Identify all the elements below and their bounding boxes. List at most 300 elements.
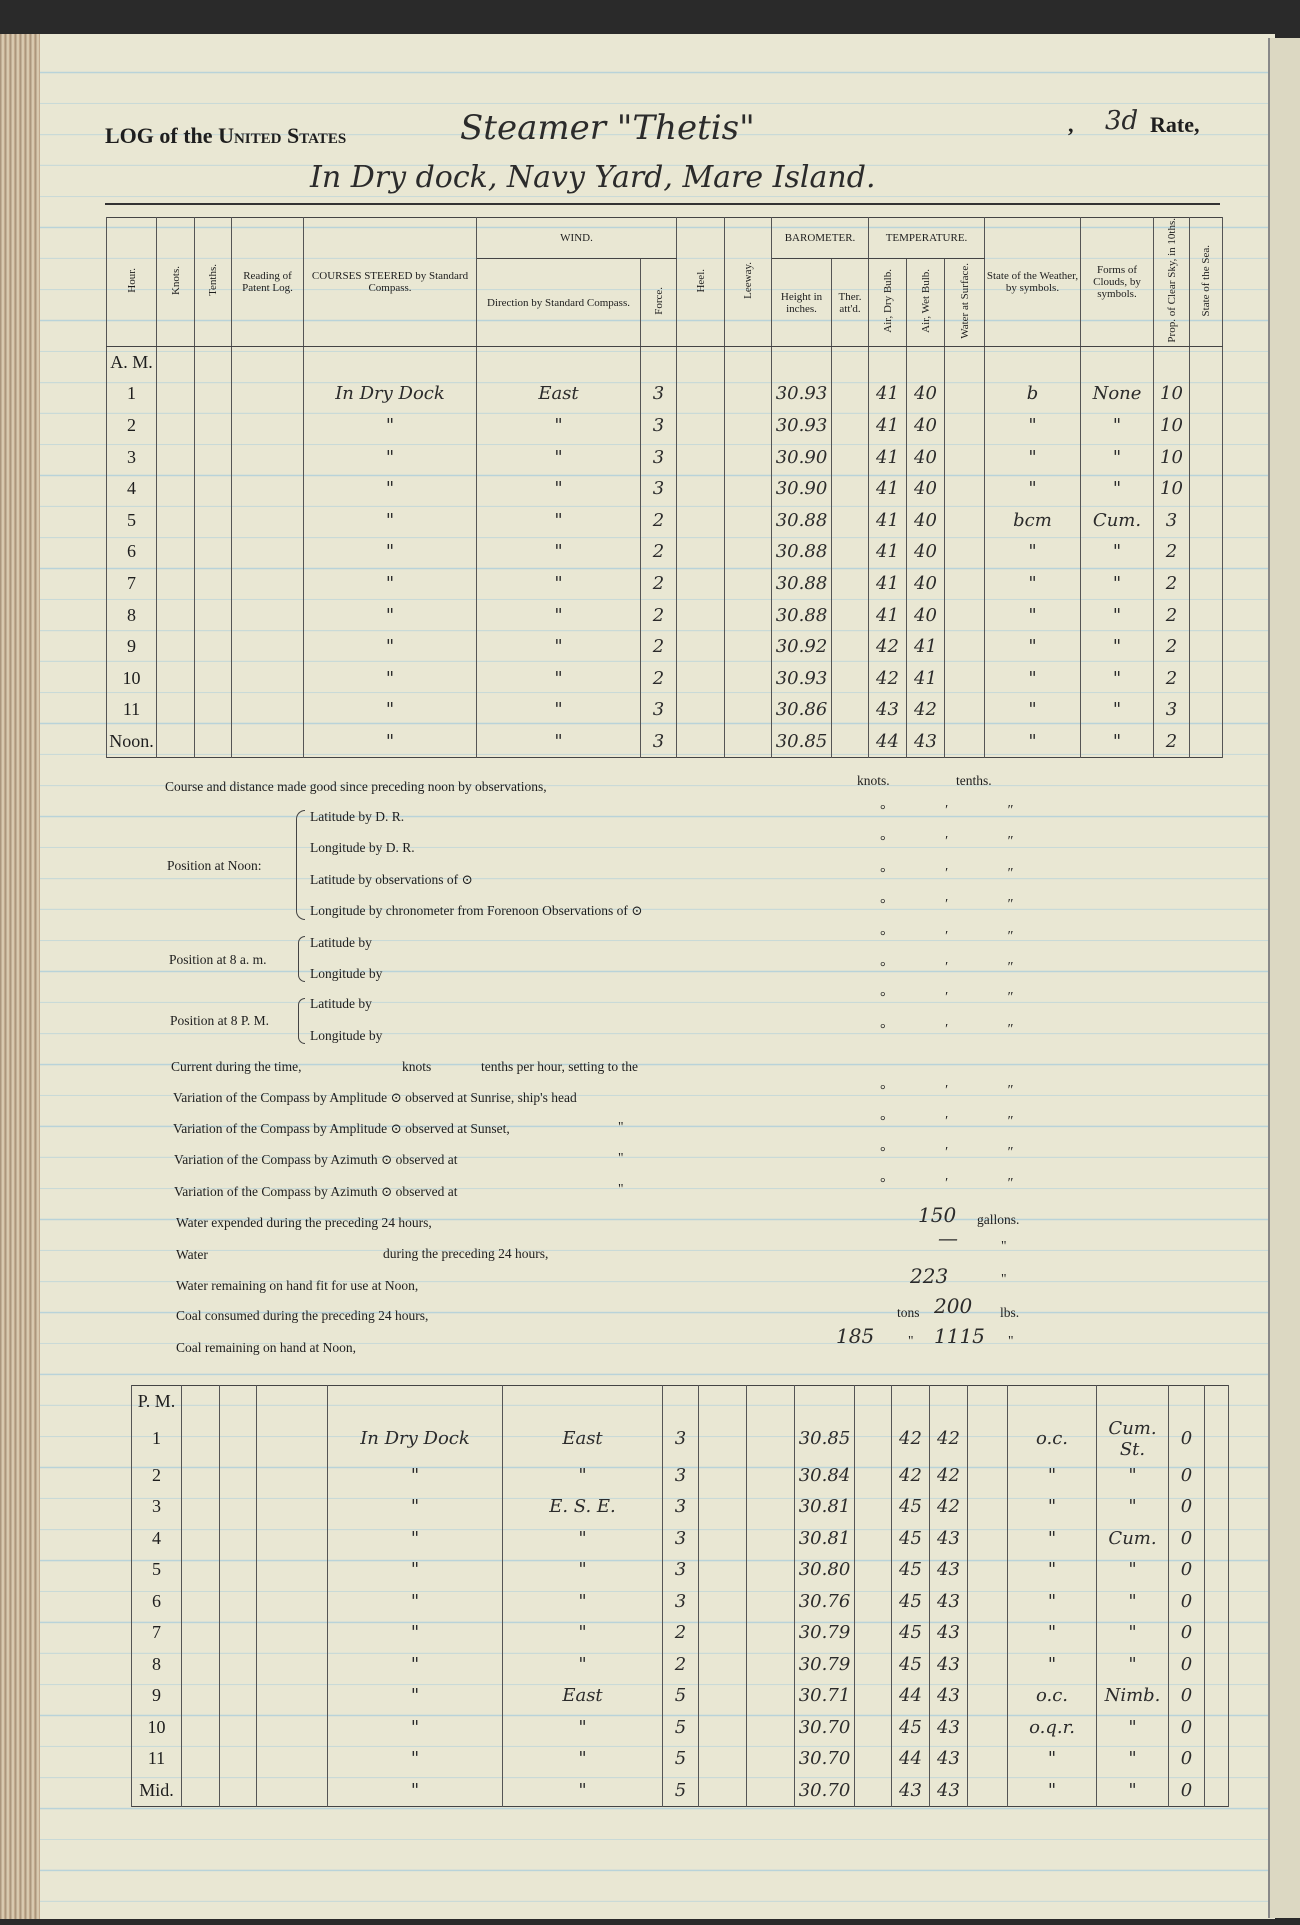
rate-label: Rate, <box>1150 112 1200 137</box>
course-cell: " <box>304 663 477 695</box>
leeway-cell <box>747 1491 795 1523</box>
heel-cell <box>677 505 725 537</box>
hour-cell: 4 <box>107 473 157 505</box>
heel-cell <box>677 631 725 663</box>
heel-cell <box>699 1680 747 1712</box>
knots-cell <box>157 694 195 726</box>
heel-cell <box>677 378 725 410</box>
patent-log-cell <box>257 1418 328 1460</box>
clear-sky-cell: 0 <box>1169 1712 1205 1744</box>
barometer-height-cell: 30.81 <box>795 1491 855 1523</box>
water-surface-cell <box>945 694 985 726</box>
course-cell: " <box>328 1523 503 1555</box>
sea-cell <box>1190 631 1223 663</box>
wind-force-cell: 2 <box>641 568 677 600</box>
sea-cell <box>1190 663 1223 695</box>
patent-log-cell <box>232 441 304 473</box>
gallons-label: gallons. <box>977 1212 1020 1227</box>
wind-force-cell: 3 <box>663 1523 699 1555</box>
air-dry-cell: 45 <box>892 1554 930 1586</box>
patent-log-cell <box>257 1554 328 1586</box>
wind-direction-cell: " <box>503 1586 663 1618</box>
heel-cell <box>677 568 725 600</box>
water-expended-value: 150 <box>918 1203 957 1227</box>
pm-label: P. M. <box>132 1386 182 1418</box>
wind-force-cell: 3 <box>641 441 677 473</box>
air-wet-cell: 41 <box>907 631 945 663</box>
lon-dr-label: Longitude by D. R. <box>310 840 415 855</box>
barometer-height-cell: 30.88 <box>772 599 832 631</box>
pm-row <box>132 1680 1229 1712</box>
hour-cell: 6 <box>132 1586 182 1618</box>
wind-force-cell: 3 <box>641 473 677 505</box>
tenths-cell <box>220 1680 257 1712</box>
ther-cell <box>855 1460 892 1492</box>
patent-log-cell <box>232 694 304 726</box>
air-wet-cell: 43 <box>930 1680 968 1712</box>
weather-cell: " <box>1008 1617 1097 1649</box>
wind-direction-cell: " <box>503 1554 663 1586</box>
tenths-cell <box>195 599 232 631</box>
air-dry-cell: 44 <box>892 1680 930 1712</box>
am-row <box>107 441 1223 473</box>
title-log-text: LOG of the <box>105 123 213 148</box>
course-cell: " <box>328 1680 503 1712</box>
dms-lon-chrono: ° ′ ″ <box>880 897 1042 912</box>
wind-force-cell: 3 <box>663 1460 699 1492</box>
air-wet-cell: 42 <box>930 1491 968 1523</box>
leeway-cell <box>725 663 772 695</box>
course-cell: " <box>304 568 477 600</box>
dms-var-azimuth-2: ° ′ ″ <box>880 1176 1042 1191</box>
patent-log-cell <box>232 726 304 758</box>
patent-log-cell <box>257 1775 328 1807</box>
lon-8am-label: Longitude by <box>310 966 383 981</box>
wind-force-cell: 5 <box>663 1680 699 1712</box>
hour-cell: 9 <box>132 1680 182 1712</box>
wind-force-cell: 2 <box>641 536 677 568</box>
ther-cell <box>855 1491 892 1523</box>
air-dry-cell: 45 <box>892 1586 930 1618</box>
wind-force-cell: 2 <box>641 505 677 537</box>
water-surface-cell <box>945 568 985 600</box>
ther-cell <box>832 694 869 726</box>
weather-cell: " <box>985 726 1081 758</box>
wind-direction-cell: " <box>503 1775 663 1807</box>
air-wet-cell: 43 <box>930 1712 968 1744</box>
air-wet-cell: 40 <box>907 473 945 505</box>
air-dry-cell: 41 <box>869 378 907 410</box>
ther-cell <box>855 1554 892 1586</box>
weather-cell: " <box>985 473 1081 505</box>
pm-row <box>132 1554 1229 1586</box>
sea-cell <box>1190 473 1223 505</box>
ditto-azimuth-1: " <box>618 1150 624 1165</box>
tenths-cell <box>220 1418 257 1460</box>
sea-cell <box>1205 1712 1229 1744</box>
col-sea: State of the Sea. <box>1200 244 1212 317</box>
water-surface-cell <box>968 1712 1008 1744</box>
am8-brace <box>298 936 305 982</box>
clouds-cell: Cum. St. <box>1097 1418 1169 1460</box>
am-row <box>107 694 1223 726</box>
var-azimuth-label-1: Variation of the Compass by Azimuth ⊙ observed at <box>174 1152 458 1167</box>
clear-sky-cell: 0 <box>1169 1586 1205 1618</box>
tenths-cell <box>195 441 232 473</box>
barometer-height-cell: 30.85 <box>772 726 832 758</box>
sea-cell <box>1190 441 1223 473</box>
clouds-cell: None <box>1081 378 1154 410</box>
air-wet-cell: 40 <box>907 599 945 631</box>
col-air-wet: Air, Wet Bulb. <box>919 269 932 333</box>
hour-cell: 11 <box>107 694 157 726</box>
clouds-cell: Nimb. <box>1097 1680 1169 1712</box>
ditto-coal-tons: " <box>908 1333 914 1348</box>
leeway-cell <box>725 473 772 505</box>
course-cell: " <box>304 473 477 505</box>
clear-sky-cell: 10 <box>1154 378 1190 410</box>
ditto-water: " <box>1001 1238 1007 1253</box>
patent-log-cell <box>257 1586 328 1618</box>
pm-row <box>132 1649 1229 1681</box>
clear-sky-cell: 0 <box>1169 1743 1205 1775</box>
dms-var-sunrise: ° ′ ″ <box>880 1083 1042 1098</box>
book-binding <box>0 34 44 1919</box>
tenths-cell <box>195 536 232 568</box>
dms-lat-obs: ° ′ ″ <box>880 866 1042 881</box>
barometer-height-cell: 30.90 <box>772 473 832 505</box>
heel-cell <box>677 726 725 758</box>
col-temperature: TEMPERATURE. <box>869 218 985 259</box>
hour-cell: 10 <box>107 663 157 695</box>
water-surface-cell <box>945 631 985 663</box>
am-row <box>107 536 1223 568</box>
col-patent-log: Reading of Patent Log. <box>232 218 304 347</box>
tenths-cell <box>220 1743 257 1775</box>
current-label-a: Current during the time, <box>171 1059 302 1074</box>
am-row <box>107 410 1223 442</box>
patent-log-cell <box>232 631 304 663</box>
heel-cell <box>699 1712 747 1744</box>
hour-cell: 5 <box>132 1554 182 1586</box>
knots-cell <box>157 441 195 473</box>
clouds-cell: " <box>1097 1554 1169 1586</box>
course-cell: " <box>328 1617 503 1649</box>
course-cell: " <box>328 1743 503 1775</box>
hour-cell: 1 <box>132 1418 182 1460</box>
leeway-cell <box>725 599 772 631</box>
clouds-cell: " <box>1081 410 1154 442</box>
weather-cell: " <box>985 536 1081 568</box>
clear-sky-cell: 2 <box>1154 536 1190 568</box>
leeway-cell <box>725 568 772 600</box>
hour-cell: 5 <box>107 505 157 537</box>
wind-direction-cell: " <box>477 726 641 758</box>
tenths-cell <box>195 694 232 726</box>
col-wind: WIND. <box>477 218 677 259</box>
clouds-cell: " <box>1081 631 1154 663</box>
water-surface-cell <box>945 536 985 568</box>
water-surface-cell <box>945 473 985 505</box>
barometer-height-cell: 30.90 <box>772 441 832 473</box>
leeway-cell <box>725 441 772 473</box>
knots-cell <box>182 1617 220 1649</box>
hour-cell: 3 <box>107 441 157 473</box>
patent-log-cell <box>232 536 304 568</box>
hour-cell: 2 <box>107 410 157 442</box>
wind-force-cell: 2 <box>663 1617 699 1649</box>
position-8am-label: Position at 8 a. m. <box>169 952 267 967</box>
lat-8am-label: Latitude by <box>310 935 372 950</box>
air-dry-cell: 45 <box>892 1712 930 1744</box>
air-dry-cell: 41 <box>869 505 907 537</box>
tenths-cell <box>195 473 232 505</box>
air-wet-cell: 40 <box>907 568 945 600</box>
sea-cell <box>1205 1680 1229 1712</box>
wind-direction-cell: " <box>477 441 641 473</box>
pm-row <box>132 1491 1229 1523</box>
ther-cell <box>832 505 869 537</box>
col-air-dry: Air, Dry Bulb. <box>881 269 894 333</box>
weather-cell: " <box>1008 1491 1097 1523</box>
tenths-cell <box>195 378 232 410</box>
clear-sky-cell: 3 <box>1154 694 1190 726</box>
leeway-cell <box>747 1586 795 1618</box>
barometer-height-cell: 30.84 <box>795 1460 855 1492</box>
sea-cell <box>1205 1743 1229 1775</box>
clear-sky-cell: 0 <box>1169 1554 1205 1586</box>
wind-direction-cell: East <box>503 1680 663 1712</box>
col-clouds: Forms of Clouds, by symbols. <box>1081 218 1154 347</box>
lat-8pm-label: Latitude by <box>310 996 372 1011</box>
coal-consumed-label: Coal consumed during the preceding 24 hours, <box>176 1308 429 1323</box>
am-row <box>107 663 1223 695</box>
clouds-cell: " <box>1097 1712 1169 1744</box>
weather-cell: " <box>985 663 1081 695</box>
water-surface-cell <box>968 1554 1008 1586</box>
clouds-cell: " <box>1081 441 1154 473</box>
weather-cell: " <box>1008 1649 1097 1681</box>
clear-sky-cell: 10 <box>1154 473 1190 505</box>
knots-cell <box>157 631 195 663</box>
ditto-water-remaining: " <box>1001 1271 1007 1286</box>
weather-cell: o.c. <box>1008 1418 1097 1460</box>
tenths-cell <box>195 631 232 663</box>
ther-cell <box>832 726 869 758</box>
wind-direction-cell: East <box>503 1418 663 1460</box>
clouds-cell: " <box>1097 1775 1169 1807</box>
tenths-cell <box>220 1554 257 1586</box>
sea-cell <box>1190 694 1223 726</box>
wind-force-cell: 5 <box>663 1712 699 1744</box>
patent-log-cell <box>232 378 304 410</box>
wind-direction-cell: " <box>477 473 641 505</box>
current-label-c: tenths per hour, setting to the <box>481 1059 638 1074</box>
tenths-cell <box>220 1775 257 1807</box>
clouds-cell: " <box>1081 568 1154 600</box>
patent-log-cell <box>257 1491 328 1523</box>
ther-cell <box>855 1712 892 1744</box>
air-wet-cell: 43 <box>930 1617 968 1649</box>
sea-cell <box>1190 505 1223 537</box>
wind-force-cell: 2 <box>641 663 677 695</box>
course-cell: " <box>304 631 477 663</box>
barometer-height-cell: 30.93 <box>772 663 832 695</box>
am-log-table <box>106 217 1223 758</box>
heel-cell <box>677 473 725 505</box>
course-cell: " <box>304 536 477 568</box>
sea-cell <box>1205 1554 1229 1586</box>
air-wet-cell: 43 <box>930 1649 968 1681</box>
wind-force-cell: 3 <box>641 410 677 442</box>
sea-cell <box>1190 568 1223 600</box>
wind-direction-cell: " <box>477 536 641 568</box>
clear-sky-cell: 0 <box>1169 1649 1205 1681</box>
clear-sky-cell: 2 <box>1154 568 1190 600</box>
clear-sky-cell: 0 <box>1169 1491 1205 1523</box>
location: In Dry dock, Navy Yard, Mare Island. <box>310 160 876 195</box>
course-cell: " <box>304 505 477 537</box>
air-wet-cell: 43 <box>930 1775 968 1807</box>
knots-label: knots. <box>857 773 890 788</box>
wind-direction-cell: " <box>477 694 641 726</box>
leeway-cell <box>747 1743 795 1775</box>
hour-cell: 7 <box>107 568 157 600</box>
water-surface-cell <box>945 378 985 410</box>
heel-cell <box>677 599 725 631</box>
barometer-height-cell: 30.81 <box>795 1523 855 1555</box>
pm-row <box>132 1586 1229 1618</box>
knots-cell <box>157 568 195 600</box>
patent-log-cell <box>232 505 304 537</box>
water-surface-cell <box>968 1491 1008 1523</box>
air-dry-cell: 43 <box>869 694 907 726</box>
clear-sky-cell: 0 <box>1169 1460 1205 1492</box>
col-height: Height in inches. <box>772 259 832 346</box>
ther-cell <box>832 378 869 410</box>
heel-cell <box>699 1617 747 1649</box>
weather-cell: " <box>1008 1775 1097 1807</box>
hour-cell: 3 <box>132 1491 182 1523</box>
water-surface-cell <box>968 1743 1008 1775</box>
barometer-height-cell: 30.70 <box>795 1712 855 1744</box>
facing-page-edge <box>1268 38 1300 1918</box>
leeway-cell <box>747 1554 795 1586</box>
heel-cell <box>699 1743 747 1775</box>
water-label-a: Water <box>176 1247 208 1262</box>
barometer-height-cell: 30.79 <box>795 1617 855 1649</box>
dms-lat-dr: ° ′ ″ <box>880 803 1042 818</box>
air-dry-cell: 45 <box>892 1617 930 1649</box>
knots-cell <box>182 1418 220 1460</box>
wind-direction-cell: E. S. E. <box>503 1491 663 1523</box>
weather-cell: " <box>985 631 1081 663</box>
air-dry-cell: 45 <box>892 1649 930 1681</box>
water-surface-cell <box>968 1649 1008 1681</box>
patent-log-cell <box>257 1680 328 1712</box>
knots-cell <box>182 1586 220 1618</box>
tenths-cell <box>195 726 232 758</box>
heel-cell <box>677 536 725 568</box>
air-dry-cell: 44 <box>892 1743 930 1775</box>
knots-cell <box>157 726 195 758</box>
ther-cell <box>832 441 869 473</box>
knots-cell <box>157 378 195 410</box>
tenths-cell <box>220 1712 257 1744</box>
course-cell: " <box>328 1491 503 1523</box>
air-dry-cell: 42 <box>892 1418 930 1460</box>
pm-row <box>132 1418 1229 1460</box>
weather-cell: o.q.r. <box>1008 1712 1097 1744</box>
water-surface-cell <box>968 1460 1008 1492</box>
heel-cell <box>699 1586 747 1618</box>
hour-cell: 9 <box>107 631 157 663</box>
clouds-cell: " <box>1097 1586 1169 1618</box>
air-wet-cell: 40 <box>907 410 945 442</box>
clouds-cell: " <box>1081 473 1154 505</box>
water-surface-cell <box>968 1418 1008 1460</box>
weather-cell: " <box>1008 1460 1097 1492</box>
dms-lon-8am: ° ′ ″ <box>880 960 1042 975</box>
clear-sky-cell: 2 <box>1154 663 1190 695</box>
air-dry-cell: 43 <box>892 1775 930 1807</box>
course-cell: " <box>304 441 477 473</box>
wind-direction-cell: " <box>503 1712 663 1744</box>
col-tenths: Tenths. <box>207 264 219 297</box>
leeway-cell <box>725 726 772 758</box>
col-courses: COURSES STEERED by Standard Compass. <box>304 218 477 347</box>
wind-force-cell: 3 <box>641 726 677 758</box>
course-distance-label: Course and distance made good since preceding noon by observations, <box>165 779 547 794</box>
patent-log-cell <box>257 1617 328 1649</box>
air-dry-cell: 42 <box>869 663 907 695</box>
patent-log-cell <box>257 1523 328 1555</box>
lon-8pm-label: Longitude by <box>310 1028 383 1043</box>
col-water-surface: Water at Surface. <box>958 263 971 339</box>
am-row <box>107 726 1223 758</box>
air-wet-cell: 43 <box>930 1554 968 1586</box>
dms-var-azimuth-1: ° ′ ″ <box>880 1145 1042 1160</box>
heel-cell <box>677 410 725 442</box>
sea-cell <box>1205 1649 1229 1681</box>
knots-cell <box>157 599 195 631</box>
var-azimuth-label-2: Variation of the Compass by Azimuth ⊙ observed at <box>174 1184 458 1199</box>
wind-force-cell: 2 <box>641 631 677 663</box>
sea-cell <box>1205 1775 1229 1807</box>
water-surface-cell <box>945 410 985 442</box>
air-wet-cell: 43 <box>930 1586 968 1618</box>
water-surface-cell <box>945 726 985 758</box>
clear-sky-cell: 0 <box>1169 1617 1205 1649</box>
course-cell: " <box>304 694 477 726</box>
pm-log-table <box>131 1385 1229 1807</box>
ther-cell <box>855 1775 892 1807</box>
water-surface-cell <box>968 1523 1008 1555</box>
knots-cell <box>182 1680 220 1712</box>
pm-row <box>132 1743 1229 1775</box>
leeway-cell <box>725 505 772 537</box>
tons-label: tons <box>897 1305 920 1320</box>
sea-cell <box>1190 599 1223 631</box>
coal-remaining-tons: 185 <box>836 1324 875 1348</box>
tenths-cell <box>195 505 232 537</box>
hour-cell: 6 <box>107 536 157 568</box>
wind-direction-cell: " <box>477 505 641 537</box>
barometer-height-cell: 30.92 <box>772 631 832 663</box>
leeway-cell <box>725 536 772 568</box>
course-cell: " <box>328 1712 503 1744</box>
leeway-cell <box>747 1775 795 1807</box>
